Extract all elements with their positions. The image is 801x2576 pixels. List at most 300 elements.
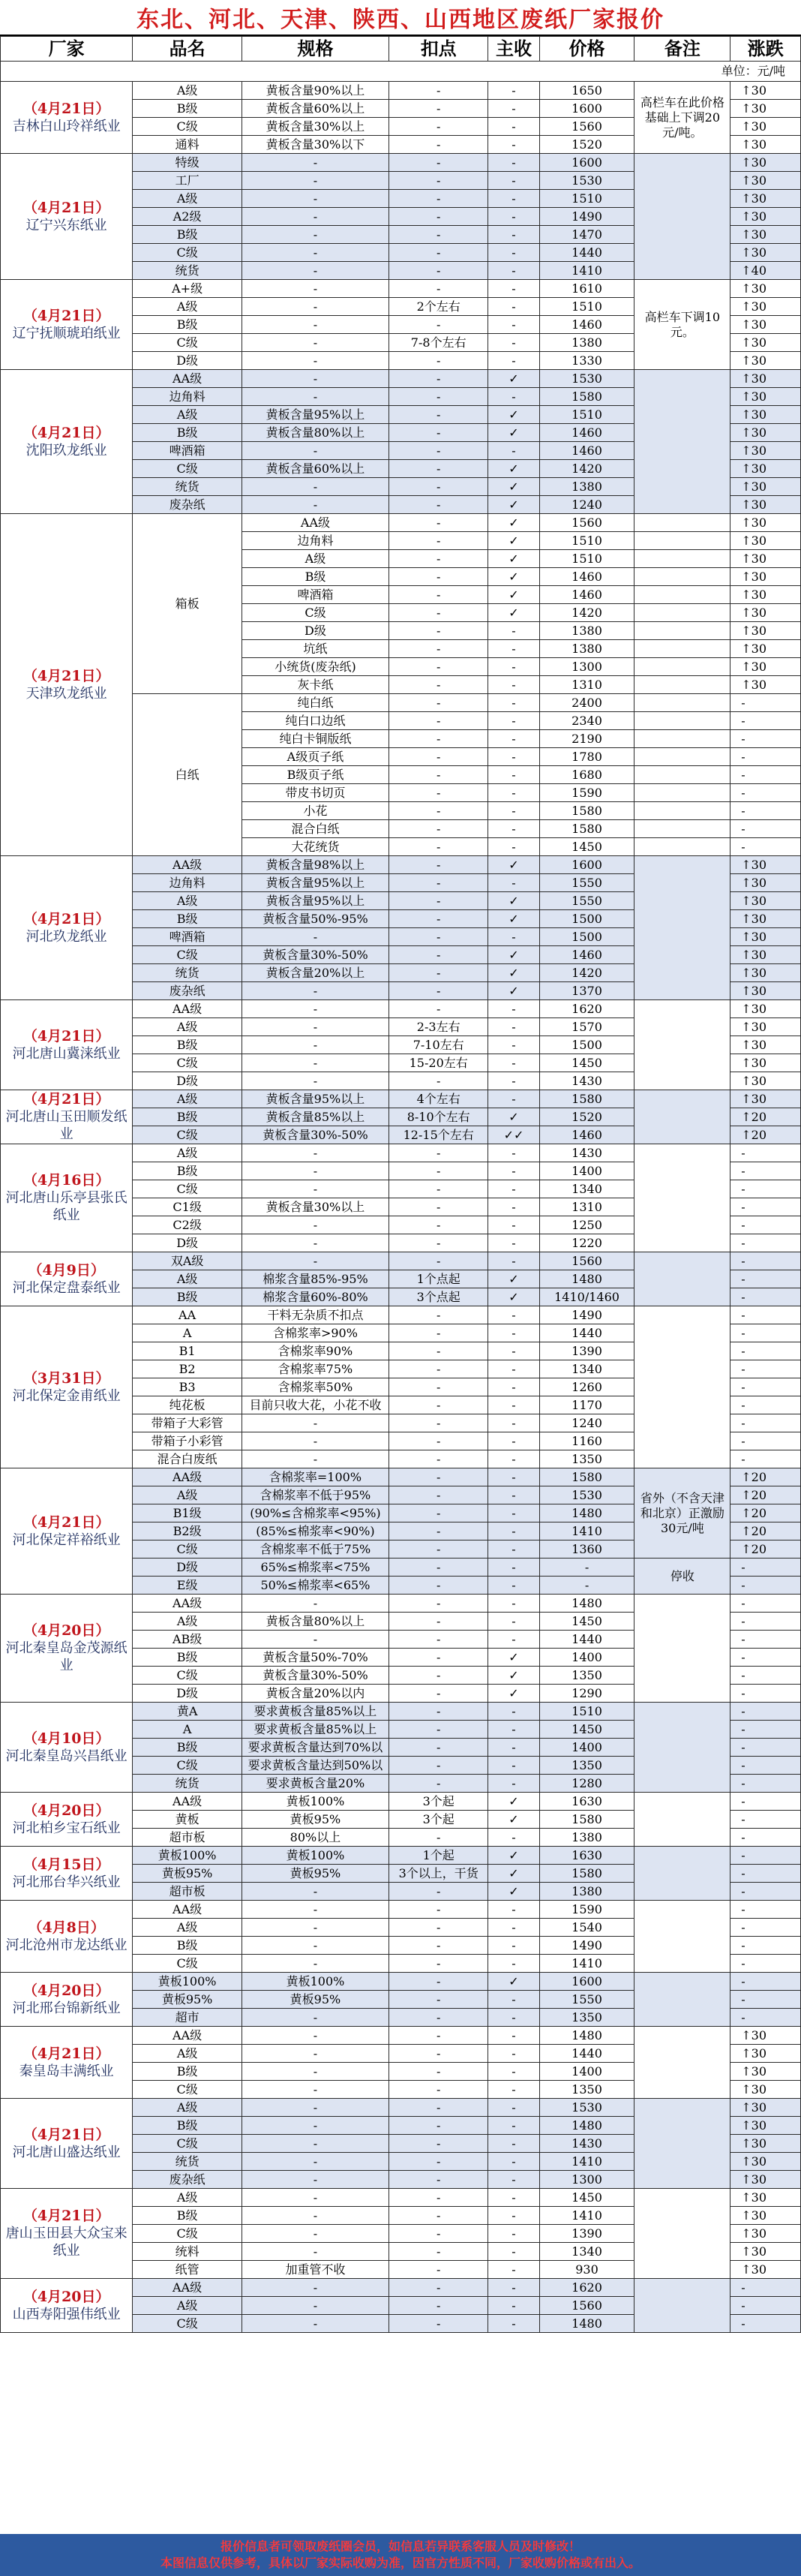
- spec-cell: 含棉浆率50%: [242, 1378, 388, 1396]
- spec-cell: 80%以上: [242, 1829, 388, 1847]
- main-purchase-cell: ✓: [488, 892, 539, 910]
- main-purchase-cell: -: [488, 1775, 539, 1793]
- spec-cell: -: [242, 1144, 388, 1162]
- price-cell: 1630: [539, 1793, 634, 1811]
- main-purchase-cell: ✓: [488, 370, 539, 388]
- change-cell: ↑30: [730, 2207, 801, 2225]
- spec-cell: -: [242, 1162, 388, 1180]
- price-cell: 1340: [539, 1360, 634, 1378]
- change-cell: ↑30: [730, 460, 801, 478]
- product-cell: C级: [133, 1054, 242, 1072]
- main-purchase-cell: -: [488, 1540, 539, 1559]
- price-cell: 1570: [539, 1018, 634, 1036]
- main-purchase-cell: -: [488, 2099, 539, 2117]
- company-cell: [1, 280, 133, 370]
- table-row: [1, 514, 801, 532]
- product-cell: B1: [133, 1342, 242, 1360]
- main-purchase-cell: ✓: [488, 1973, 539, 1991]
- deduction-cell: -: [389, 1396, 488, 1414]
- main-purchase-cell: -: [488, 1937, 539, 1955]
- company-date: （4月21日）: [22, 2126, 110, 2143]
- price-cell: 1410: [539, 1955, 634, 1973]
- price-cell: 1580: [539, 1865, 634, 1883]
- change-cell: ↑30: [730, 316, 801, 334]
- deduction-cell: -: [389, 100, 488, 118]
- deduction-cell: -: [389, 244, 488, 262]
- change-cell: ↑30: [730, 604, 801, 622]
- deduction-cell: -: [389, 154, 488, 172]
- price-cell: 1550: [539, 892, 634, 910]
- price-cell: 1460: [539, 316, 634, 334]
- company-cell: [1, 82, 133, 154]
- spec-cell: 含棉浆率90%: [242, 1342, 388, 1360]
- company-name: 河北唐山玉田顺发纸业: [5, 1109, 128, 1142]
- product-cell: C级: [133, 1757, 242, 1775]
- price-cell: 1600: [539, 100, 634, 118]
- note-cell: 高栏车下调10元。: [634, 280, 730, 370]
- price-cell: 1510: [539, 190, 634, 208]
- deduction-cell: -: [389, 1757, 488, 1775]
- deduction-cell: -: [389, 442, 488, 460]
- note-cell: [634, 2027, 730, 2099]
- main-purchase-cell: -: [488, 136, 539, 154]
- main-purchase-cell: -: [488, 2279, 539, 2297]
- price-cell: 1260: [539, 1378, 634, 1396]
- spec-cell: -: [242, 190, 388, 208]
- spec-cell: 黄板100%: [242, 1973, 388, 1991]
- spec-cell: -: [242, 1000, 388, 1018]
- main-purchase-cell: -: [488, 1414, 539, 1432]
- product-cell: 统货: [133, 262, 242, 280]
- price-cell: 1300: [539, 2171, 634, 2189]
- spec-cell: 黄板含量30%-50%: [242, 1126, 388, 1144]
- main-purchase-cell: -: [488, 2135, 539, 2153]
- deduction-cell: -: [389, 118, 488, 136]
- price-cell: 1380: [539, 1829, 634, 1847]
- price-cell: 1280: [539, 1775, 634, 1793]
- main-purchase-cell: -: [488, 1504, 539, 1522]
- main-purchase-cell: -: [488, 1486, 539, 1504]
- change-cell: -: [730, 1829, 801, 1847]
- change-cell: ↑30: [730, 442, 801, 460]
- price-cell: 1430: [539, 2135, 634, 2153]
- price-cell: 1480: [539, 1270, 634, 1288]
- change-cell: -: [730, 2279, 801, 2297]
- deduction-cell: -: [389, 1486, 488, 1504]
- product-cell: B2级: [133, 1522, 242, 1540]
- main-purchase-cell: -: [488, 2243, 539, 2261]
- deduction-cell: -: [389, 424, 488, 442]
- group-label: 白纸: [133, 694, 242, 856]
- change-cell: ↑30: [730, 946, 801, 964]
- change-cell: ↑30: [730, 640, 801, 658]
- deduction-cell: -: [389, 892, 488, 910]
- main-purchase-cell: -: [488, 1378, 539, 1396]
- deduction-cell: -: [389, 532, 488, 550]
- deduction-cell: -: [389, 1703, 488, 1721]
- deduction-cell: -: [389, 1991, 488, 2009]
- note-cell: [634, 712, 730, 730]
- change-cell: -: [730, 730, 801, 748]
- group-label: 箱板: [133, 514, 242, 694]
- main-purchase-cell: -: [488, 1468, 539, 1486]
- note-cell: [634, 640, 730, 658]
- change-cell: -: [730, 1198, 801, 1216]
- product-cell: C级: [133, 334, 242, 352]
- main-purchase-cell: -: [488, 208, 539, 226]
- company-name: 河北秦皇岛金茂源纸业: [5, 1640, 128, 1673]
- main-purchase-cell: -: [488, 154, 539, 172]
- company-name: 唐山玉田县大众宝来纸业: [5, 2226, 128, 2259]
- company-date: （4月21日）: [22, 2208, 110, 2224]
- deduction-cell: -: [389, 1216, 488, 1234]
- deduction-cell: -: [389, 1180, 488, 1198]
- product-cell: 小花: [242, 802, 388, 820]
- product-cell: A级: [133, 1144, 242, 1162]
- change-cell: -: [730, 1955, 801, 1973]
- change-cell: ↑30: [730, 496, 801, 514]
- header-main-purchase: 主收: [488, 37, 539, 62]
- change-cell: ↑30: [730, 370, 801, 388]
- company-cell: [1, 154, 133, 280]
- deduction-cell: -: [389, 784, 488, 802]
- deduction-cell: -: [389, 1559, 488, 1577]
- change-cell: -: [730, 1414, 801, 1432]
- company-date: （4月21日）: [22, 667, 110, 684]
- main-purchase-cell: -: [488, 2081, 539, 2099]
- deduction-cell: -: [389, 2243, 488, 2261]
- deduction-cell: -: [389, 712, 488, 730]
- deduction-cell: -: [389, 694, 488, 712]
- spec-cell: -: [242, 2297, 388, 2315]
- change-cell: ↑30: [730, 136, 801, 154]
- deduction-cell: -: [389, 1685, 488, 1703]
- deduction-cell: -: [389, 676, 488, 694]
- price-cell: 1500: [539, 928, 634, 946]
- change-cell: ↑30: [730, 1090, 801, 1108]
- product-cell: B级: [133, 1036, 242, 1054]
- change-cell: -: [730, 1865, 801, 1883]
- deduction-cell: -: [389, 2135, 488, 2153]
- deduction-cell: -: [389, 2171, 488, 2189]
- product-cell: A级: [133, 1486, 242, 1504]
- spec-cell: -: [242, 2063, 388, 2081]
- change-cell: -: [730, 1685, 801, 1703]
- main-purchase-cell: -: [488, 1450, 539, 1468]
- change-cell: ↑30: [730, 658, 801, 676]
- main-purchase-cell: -: [488, 766, 539, 784]
- price-cell: 1480: [539, 1504, 634, 1522]
- note-cell: [634, 1000, 730, 1090]
- company-date: （4月21日）: [22, 100, 110, 117]
- main-purchase-cell: -: [488, 352, 539, 370]
- deduction-cell: -: [389, 1450, 488, 1468]
- price-cell: -: [539, 1577, 634, 1595]
- product-cell: 纯花板: [133, 1396, 242, 1414]
- price-cell: 1350: [539, 1667, 634, 1685]
- price-cell: 1220: [539, 1234, 634, 1252]
- table-row: [1, 370, 801, 388]
- company-date: （4月21日）: [22, 910, 110, 927]
- deduction-cell: 7-10左右: [389, 1036, 488, 1054]
- spec-cell: 黄板含量95%以上: [242, 1090, 388, 1108]
- price-table: [0, 36, 801, 2333]
- price-cell: 1310: [539, 676, 634, 694]
- deduction-cell: -: [389, 2009, 488, 2027]
- main-purchase-cell: ✓: [488, 1649, 539, 1667]
- change-cell: ↑20: [730, 1504, 801, 1522]
- company-cell: [1, 1793, 133, 1847]
- spec-cell: -: [242, 2027, 388, 2045]
- product-cell: D级: [133, 1234, 242, 1252]
- price-cell: 1600: [539, 154, 634, 172]
- price-cell: 1390: [539, 1342, 634, 1360]
- product-cell: C级: [133, 2081, 242, 2099]
- deduction-cell: -: [389, 1144, 488, 1162]
- product-cell: 统货: [133, 1775, 242, 1793]
- deduction-cell: -: [389, 2081, 488, 2099]
- product-cell: AA级: [133, 856, 242, 874]
- product-cell: C级: [133, 946, 242, 964]
- spec-cell: 黄板含量20%以上: [242, 964, 388, 982]
- spec-cell: -: [242, 1919, 388, 1937]
- price-cell: 1480: [539, 2315, 634, 2333]
- price-cell: 1370: [539, 982, 634, 1000]
- spec-cell: -: [242, 2099, 388, 2117]
- price-cell: 1550: [539, 1991, 634, 2009]
- company-cell: [1, 1306, 133, 1468]
- product-cell: 废杂纸: [133, 496, 242, 514]
- product-cell: D级: [133, 1072, 242, 1090]
- spec-cell: -: [242, 1036, 388, 1054]
- company-cell: [1, 1703, 133, 1793]
- deduction-cell: -: [389, 964, 488, 982]
- change-cell: -: [730, 1577, 801, 1595]
- table-row: [1, 856, 801, 874]
- spec-cell: 黄板含量85%以上: [242, 1108, 388, 1126]
- product-cell: A级: [242, 550, 388, 568]
- product-cell: B2: [133, 1360, 242, 1378]
- company-cell: [1, 856, 133, 1000]
- spec-cell: -: [242, 370, 388, 388]
- deduction-cell: 7-8个左右: [389, 334, 488, 352]
- main-purchase-cell: ✓: [488, 550, 539, 568]
- price-cell: 1290: [539, 1685, 634, 1703]
- product-cell: B级: [133, 1288, 242, 1306]
- main-purchase-cell: -: [488, 1234, 539, 1252]
- deduction-cell: -: [389, 748, 488, 766]
- spec-cell: 要求黄板含量85%以上: [242, 1721, 388, 1739]
- product-cell: B级: [133, 226, 242, 244]
- table-row: [1, 2027, 801, 2045]
- product-cell: D级: [133, 352, 242, 370]
- change-cell: ↑30: [730, 514, 801, 532]
- change-cell: -: [730, 1180, 801, 1198]
- main-purchase-cell: -: [488, 1739, 539, 1757]
- change-cell: ↑30: [730, 424, 801, 442]
- product-cell: A级: [133, 190, 242, 208]
- main-purchase-cell: -: [488, 2009, 539, 2027]
- company-date: （4月8日）: [28, 1919, 105, 1936]
- note-cell: [634, 370, 730, 514]
- note-cell: [634, 1252, 730, 1306]
- product-cell: 黄板: [133, 1811, 242, 1829]
- price-cell: 1520: [539, 136, 634, 154]
- price-cell: 1510: [539, 532, 634, 550]
- deduction-cell: 1个起: [389, 1847, 488, 1865]
- price-cell: 1350: [539, 1450, 634, 1468]
- spec-cell: 黄板含量95%以上: [242, 892, 388, 910]
- spec-cell: -: [242, 1450, 388, 1468]
- main-purchase-cell: ✓: [488, 1288, 539, 1306]
- product-cell: C级: [133, 2225, 242, 2243]
- deduction-cell: -: [389, 388, 488, 406]
- deduction-cell: -: [389, 1883, 488, 1901]
- note-cell: [634, 532, 730, 550]
- main-purchase-cell: ✓: [488, 1685, 539, 1703]
- main-purchase-cell: -: [488, 1090, 539, 1108]
- header-change: 涨跌: [730, 37, 801, 62]
- spec-cell: 目前只收大花，小花不收: [242, 1396, 388, 1414]
- spec-cell: 黄板含量60%以上: [242, 100, 388, 118]
- footer-line-2: 本图信息仅供参考，具体以厂家实际收购为准，因官方性质不同，厂家收购价格或有出入。: [160, 2556, 640, 2570]
- main-purchase-cell: ✓: [488, 946, 539, 964]
- company-name: 河北唐山冀涞纸业: [12, 1045, 121, 1062]
- product-cell: 工厂: [133, 172, 242, 190]
- spec-cell: -: [242, 2225, 388, 2243]
- main-purchase-cell: -: [488, 244, 539, 262]
- price-cell: 1430: [539, 1072, 634, 1090]
- table-row: [1, 82, 801, 100]
- spec-cell: -: [242, 334, 388, 352]
- change-cell: -: [730, 1252, 801, 1270]
- spec-cell: 黄板95%: [242, 1991, 388, 2009]
- deduction-cell: -: [389, 1540, 488, 1559]
- page-title: 东北、河北、天津、陕西、山西地区废纸厂家报价: [0, 0, 801, 36]
- main-purchase-cell: ✓: [488, 1270, 539, 1288]
- main-purchase-cell: ✓: [488, 964, 539, 982]
- main-purchase-cell: ✓: [488, 604, 539, 622]
- company-date: （4月20日）: [22, 1982, 110, 1999]
- company-date: （4月21日）: [22, 1027, 110, 1045]
- main-purchase-cell: -: [488, 1396, 539, 1414]
- deduction-cell: -: [389, 208, 488, 226]
- price-cell: 1590: [539, 784, 634, 802]
- main-purchase-cell: -: [488, 280, 539, 298]
- product-cell: 小统货(废杂纸): [242, 658, 388, 676]
- product-cell: 大花统货: [242, 838, 388, 856]
- spec-cell: -: [242, 226, 388, 244]
- note-cell: [634, 748, 730, 766]
- product-cell: 统货: [133, 964, 242, 982]
- product-cell: 啤酒箱: [133, 442, 242, 460]
- product-cell: 黄板95%: [133, 1991, 242, 2009]
- company-cell: [1, 2279, 133, 2333]
- note-cell: [634, 784, 730, 802]
- note-cell: [634, 2189, 730, 2279]
- deduction-cell: -: [389, 2279, 488, 2297]
- note-cell: [634, 1703, 730, 1793]
- product-cell: B级: [133, 910, 242, 928]
- spec-cell: -: [242, 2171, 388, 2189]
- spec-cell: -: [242, 1937, 388, 1955]
- deduction-cell: 1个点起: [389, 1270, 488, 1288]
- change-cell: ↑20: [730, 1486, 801, 1504]
- spec-cell: 黄板95%: [242, 1811, 388, 1829]
- change-cell: ↑30: [730, 964, 801, 982]
- spec-cell: -: [242, 1216, 388, 1234]
- main-purchase-cell: ✓: [488, 514, 539, 532]
- company-cell: [1, 1090, 133, 1144]
- company-name: 辽宁兴东纸业: [26, 217, 107, 233]
- deduction-cell: -: [389, 370, 488, 388]
- change-cell: -: [730, 1721, 801, 1739]
- product-cell: 边角料: [133, 874, 242, 892]
- deduction-cell: -: [389, 550, 488, 568]
- price-cell: 1450: [539, 1613, 634, 1631]
- spec-cell: 棉浆含量60%-80%: [242, 1288, 388, 1306]
- main-purchase-cell: -: [488, 2189, 539, 2207]
- main-purchase-cell: -: [488, 676, 539, 694]
- deduction-cell: -: [389, 874, 488, 892]
- deduction-cell: -: [389, 1739, 488, 1757]
- product-cell: AA级: [133, 1468, 242, 1486]
- change-cell: ↑30: [730, 1036, 801, 1054]
- price-cell: 1400: [539, 2063, 634, 2081]
- product-cell: C级: [133, 1540, 242, 1559]
- change-cell: -: [730, 784, 801, 802]
- main-purchase-cell: -: [488, 1036, 539, 1054]
- price-cell: 1560: [539, 2297, 634, 2315]
- note-cell: [634, 604, 730, 622]
- table-row: [1, 2099, 801, 2117]
- main-purchase-cell: -: [488, 1072, 539, 1090]
- change-cell: ↑30: [730, 172, 801, 190]
- price-cell: 1380: [539, 622, 634, 640]
- deduction-cell: 8-10个左右: [389, 1108, 488, 1126]
- price-cell: 1410: [539, 1522, 634, 1540]
- main-purchase-cell: -: [488, 640, 539, 658]
- price-cell: 1510: [539, 298, 634, 316]
- deduction-cell: -: [389, 730, 488, 748]
- product-cell: AA级: [133, 2279, 242, 2297]
- product-cell: C2级: [133, 1216, 242, 1234]
- product-cell: 带箱子小彩管: [133, 1432, 242, 1450]
- change-cell: -: [730, 1162, 801, 1180]
- product-cell: 带箱子大彩管: [133, 1414, 242, 1432]
- deduction-cell: -: [389, 946, 488, 964]
- price-cell: 930: [539, 2261, 634, 2279]
- main-purchase-cell: -: [488, 712, 539, 730]
- product-cell: 统货: [133, 2153, 242, 2171]
- product-cell: 统货: [133, 478, 242, 496]
- change-cell: -: [730, 1613, 801, 1631]
- spec-cell: -: [242, 298, 388, 316]
- price-cell: 1390: [539, 2225, 634, 2243]
- main-purchase-cell: -: [488, 2225, 539, 2243]
- main-purchase-cell: -: [488, 2045, 539, 2063]
- spec-cell: 含棉浆率不低于95%: [242, 1486, 388, 1504]
- product-cell: B级: [242, 568, 388, 586]
- change-cell: -: [730, 1973, 801, 1991]
- price-cell: 1440: [539, 1631, 634, 1649]
- table-row: [1, 1847, 801, 1865]
- main-purchase-cell: -: [488, 2117, 539, 2135]
- main-purchase-cell: -: [488, 226, 539, 244]
- spec-cell: -: [242, 1432, 388, 1450]
- main-purchase-cell: ✓: [488, 910, 539, 928]
- spec-cell: 要求黄板含量达到50%以: [242, 1757, 388, 1775]
